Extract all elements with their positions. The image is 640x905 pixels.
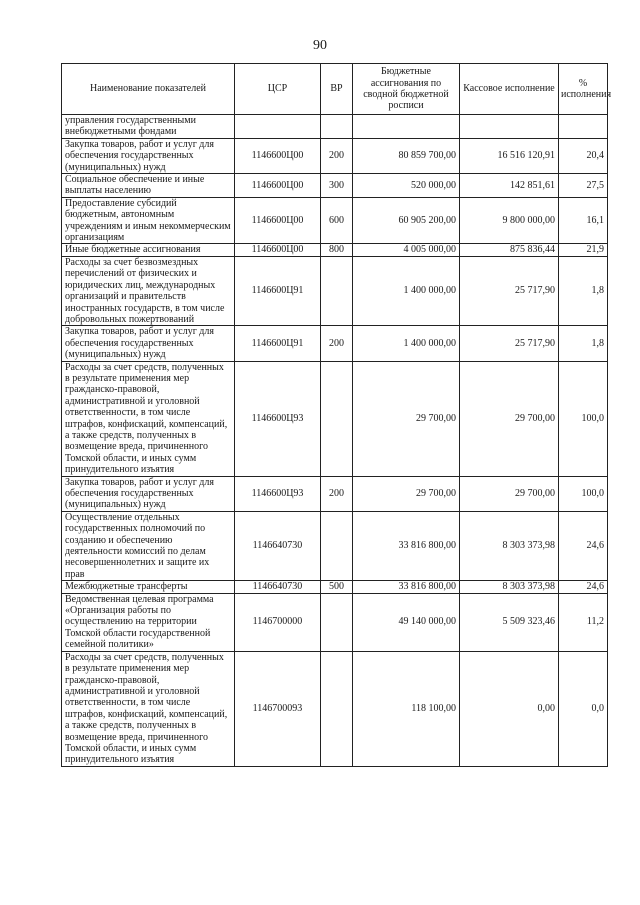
cell-pct: 100,0 (559, 476, 608, 511)
table-row (62, 244, 608, 256)
cell-name: Расходы за счет средств, полученных в результате применения мер гражданско-правовой, административной и уголовной ответственности, в том числе штрафов, конфискаций, компенсаций, а также средств, полученных в возмещение вреда, причиненного Томской области, и иных сумм принудительного изъятия (62, 361, 235, 476)
cell-assign: 118 100,00 (353, 651, 460, 766)
cell-cash: 9 800 000,00 (460, 197, 559, 244)
header-csr: ЦСР (235, 64, 321, 115)
cell-cash (460, 115, 559, 139)
cell-vr: 600 (321, 197, 353, 244)
cell-vr: 800 (321, 244, 353, 256)
table-row (62, 174, 608, 198)
cell-pct: 100,0 (559, 361, 608, 476)
cell-csr: 1146600Ц00 (235, 174, 321, 198)
cell-assign: 520 000,00 (353, 174, 460, 198)
cell-cash: 29 700,00 (460, 476, 559, 511)
table-row (62, 256, 608, 325)
budget-table (61, 63, 612, 767)
cell-cash: 8 303 373,98 (460, 511, 559, 580)
cell-pct: 24,6 (559, 511, 608, 580)
cell-name: Иные бюджетные ассигнования (62, 244, 235, 256)
cell-vr: 200 (321, 138, 353, 173)
cell-csr: 1146600Ц00 (235, 138, 321, 173)
cell-assign: 80 859 700,00 (353, 138, 460, 173)
cell-vr: 200 (321, 476, 353, 511)
header-vr: ВР (321, 64, 353, 115)
cell-csr: 1146600Ц93 (235, 476, 321, 511)
table-row (62, 581, 608, 593)
cell-name: Предоставление субсидий бюджетным, автономным учреждениям и иным некоммерческим организациям (62, 197, 235, 244)
cell-name: управления государственными внебюджетными фондами (62, 115, 235, 139)
table-row (62, 326, 608, 361)
cell-cash: 25 717,90 (460, 326, 559, 361)
cell-cash: 5 509 323,46 (460, 593, 559, 651)
cell-csr: 1146600Ц93 (235, 361, 321, 476)
cell-csr: 1146640730 (235, 581, 321, 593)
cell-name: Осуществление отдельных государственных полномочий по созданию и обеспечению деятельности комиссий по делам несовершеннолетних и защите их прав (62, 511, 235, 580)
cell-vr (321, 361, 353, 476)
cell-assign: 33 816 800,00 (353, 581, 460, 593)
cell-csr (235, 115, 321, 139)
cell-vr (321, 256, 353, 325)
cell-cash: 25 717,90 (460, 256, 559, 325)
cell-csr: 1146600Ц00 (235, 197, 321, 244)
cell-cash: 8 303 373,98 (460, 581, 559, 593)
cell-assign: 33 816 800,00 (353, 511, 460, 580)
cell-name: Ведомственная целевая программа «Организация работы по осуществлению на территории Томской области государственной семейной политики» (62, 593, 235, 651)
cell-assign: 60 905 200,00 (353, 197, 460, 244)
cell-cash: 0,00 (460, 651, 559, 766)
cell-pct: 16,1 (559, 197, 608, 244)
header-assignments: Бюджетные ассигнования по сводной бюджетной росписи (353, 64, 460, 115)
table-row (62, 197, 608, 244)
cell-pct: 24,6 (559, 581, 608, 593)
cell-assign (353, 115, 460, 139)
cell-csr: 1146600Ц00 (235, 244, 321, 256)
cell-assign: 4 005 000,00 (353, 244, 460, 256)
header-name: Наименование показателей (62, 64, 235, 115)
cell-cash: 29 700,00 (460, 361, 559, 476)
header-cash-execution: Кассовое исполнение (460, 64, 559, 115)
cell-vr (321, 651, 353, 766)
table-row (62, 115, 608, 139)
cell-cash: 142 851,61 (460, 174, 559, 198)
cell-pct: 1,8 (559, 256, 608, 325)
table-row (62, 361, 608, 476)
cell-cash: 875 836,44 (460, 244, 559, 256)
cell-vr (321, 115, 353, 139)
table-header-row (62, 64, 608, 115)
page-number: 90 (313, 38, 327, 53)
cell-name: Расходы за счет безвозмездных перечислений от физических и юридических лиц, международных организаций и правительств иностранных государств, в том числе добровольных пожертвований (62, 256, 235, 325)
cell-vr: 500 (321, 581, 353, 593)
cell-pct (559, 115, 608, 139)
cell-pct: 21,9 (559, 244, 608, 256)
cell-pct: 27,5 (559, 174, 608, 198)
table-row (62, 476, 608, 511)
table-row (62, 651, 608, 766)
cell-pct: 11,2 (559, 593, 608, 651)
table-row (62, 511, 608, 580)
cell-pct: 20,4 (559, 138, 608, 173)
cell-name: Закупка товаров, работ и услуг для обеспечения государственных (муниципальных) нужд (62, 138, 235, 173)
cell-csr: 1146600Ц91 (235, 256, 321, 325)
cell-cash: 16 516 120,91 (460, 138, 559, 173)
cell-vr (321, 511, 353, 580)
cell-csr: 1146700093 (235, 651, 321, 766)
cell-name: Закупка товаров, работ и услуг для обеспечения государственных (муниципальных) нужд (62, 326, 235, 361)
cell-csr: 1146640730 (235, 511, 321, 580)
cell-vr (321, 593, 353, 651)
cell-assign: 1 400 000,00 (353, 256, 460, 325)
cell-name: Расходы за счет средств, полученных в результате применения мер гражданско-правовой, административной и уголовной ответственности, в том числе штрафов, конфискаций, компенсаций, а также средств, полученных в возмещение вреда, причиненного Томской области, и иных сумм принудительного изъятия (62, 651, 235, 766)
cell-vr: 300 (321, 174, 353, 198)
cell-name: Межбюджетные трансферты (62, 581, 235, 593)
cell-assign: 1 400 000,00 (353, 326, 460, 361)
cell-csr: 1146600Ц91 (235, 326, 321, 361)
cell-assign: 29 700,00 (353, 476, 460, 511)
cell-assign: 49 140 000,00 (353, 593, 460, 651)
table-row (62, 138, 608, 173)
cell-name: Социальное обеспечение и иные выплаты населению (62, 174, 235, 198)
cell-assign: 29 700,00 (353, 361, 460, 476)
cell-vr: 200 (321, 326, 353, 361)
cell-pct: 1,8 (559, 326, 608, 361)
cell-name: Закупка товаров, работ и услуг для обеспечения государственных (муниципальных) нужд (62, 476, 235, 511)
header-percent: % исполнения (559, 64, 608, 115)
cell-pct: 0,0 (559, 651, 608, 766)
table-row (62, 593, 608, 651)
cell-csr: 1146700000 (235, 593, 321, 651)
